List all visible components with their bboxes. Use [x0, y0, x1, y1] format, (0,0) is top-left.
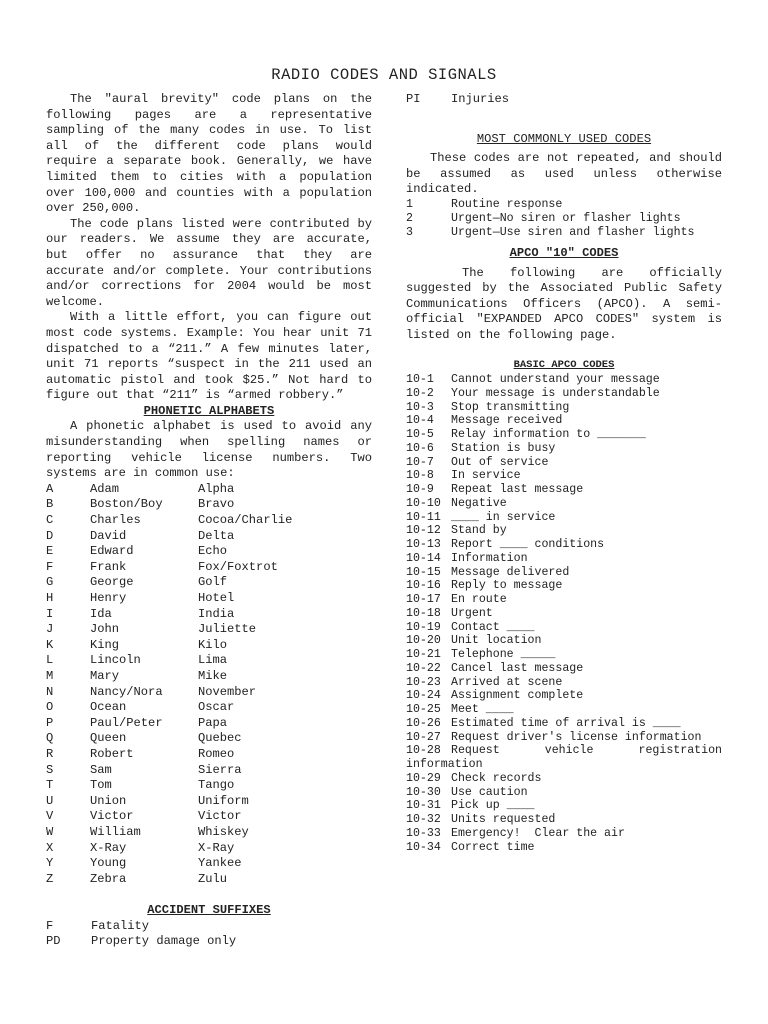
apco-row	[406, 731, 722, 745]
phonetic-letter: J	[46, 622, 54, 637]
apco-meaning: Message received	[451, 414, 563, 428]
phonetic-row	[46, 653, 372, 669]
phonetic-letter: S	[46, 762, 54, 777]
common-row	[406, 198, 722, 212]
apco-row	[406, 414, 722, 428]
phonetic-system-2: Victor	[198, 809, 242, 824]
phonetic-row	[46, 825, 372, 841]
apco-row	[406, 497, 722, 511]
apco-row	[406, 689, 722, 703]
accident-row	[46, 919, 372, 935]
apco-row	[406, 676, 722, 690]
apco-code: 10-18	[406, 606, 441, 620]
apco-code: 10-7	[406, 455, 434, 469]
apco-meaning: Check records	[451, 771, 542, 785]
phonetic-row	[46, 700, 372, 716]
phonetic-system-2: Uniform	[198, 793, 249, 808]
apco-heading: APCO "10" CODES	[509, 245, 619, 260]
phonetic-system-1: Young	[90, 856, 127, 871]
phonetic-system-2: X-Ray	[198, 840, 235, 855]
phonetic-letter: R	[46, 746, 54, 761]
phonetic-heading: PHONETIC ALPHABETS	[143, 403, 275, 418]
apco-meaning: Negative	[451, 496, 507, 510]
phonetic-letter: Q	[46, 731, 54, 746]
phonetic-system-1: Mary	[90, 668, 120, 683]
phonetic-system-1: Paul/Peter	[90, 715, 163, 730]
phonetic-system-1: Union	[90, 793, 127, 808]
phonetic-letter: T	[46, 778, 54, 793]
phonetic-letter: H	[46, 591, 54, 605]
apco-row	[406, 524, 722, 538]
phonetic-row	[46, 560, 372, 576]
phonetic-system-1: Robert	[90, 746, 134, 761]
apco-meaning: En route	[451, 593, 507, 607]
apco-row	[406, 841, 722, 855]
phonetic-system-2: Bravo	[198, 497, 235, 512]
apco-meaning: Use caution	[451, 785, 528, 799]
apco-code: 10-12	[406, 524, 441, 538]
apco-meaning: Request driver's license information	[451, 730, 702, 744]
apco-row	[406, 772, 722, 786]
apco-code: 10-32	[406, 813, 441, 827]
phonetic-letter: Z	[46, 871, 54, 886]
apco-row	[406, 566, 722, 580]
apco-code: 10-10	[406, 496, 441, 510]
apco-meaning: Meet ____	[451, 703, 514, 717]
phonetic-system-1: Queen	[90, 731, 127, 746]
phonetic-system-1: Frank	[90, 559, 127, 574]
apco-code: 10-22	[406, 661, 441, 675]
phonetic-row	[46, 669, 372, 685]
phonetic-row	[46, 809, 372, 825]
phonetic-system-2: India	[198, 606, 235, 621]
phonetic-row	[46, 841, 372, 857]
phonetic-system-2: Oscar	[198, 700, 235, 715]
phonetic-letter: C	[46, 513, 54, 528]
phonetic-system-2: Juliette	[198, 622, 257, 637]
intro-paragraph-2: The code plans listed were contributed by our readers. We assume they are accurate, but offer no assurance that they are accurate and/or complete. Your contributions and/or corrections for 2004 would be most welcome.	[46, 216, 372, 309]
common-heading: MOST COMMONLY USED CODES	[476, 131, 652, 146]
phonetic-system-1: Adam	[90, 481, 120, 496]
apco-code: 10-14	[406, 551, 441, 565]
phonetic-row	[46, 591, 372, 607]
left-column	[46, 92, 372, 950]
apco-meaning: In service	[451, 469, 521, 483]
apco-code: 10-17	[406, 593, 441, 607]
phonetic-letter: B	[46, 497, 54, 512]
apco-meaning: Out of service	[451, 455, 549, 469]
apco-code: 10-5	[406, 428, 434, 442]
phonetic-system-2: Lima	[198, 653, 228, 668]
apco-row	[406, 511, 722, 525]
apco-row	[406, 593, 722, 607]
common-meaning: Urgent—No siren or flasher lights	[451, 211, 681, 225]
apco-code: 10-26	[406, 716, 441, 730]
phonetic-system-2: Echo	[198, 544, 228, 559]
phonetic-letter: P	[46, 715, 54, 730]
phonetic-system-2: Zulu	[198, 871, 228, 886]
apco-meaning: Urgent	[451, 606, 493, 620]
apco-text: The following are officially suggested by the Associated Public Safety Communications Officers (APCO). A semi-official "EXPANDED APCO CODES" system is listed on the following page.	[406, 265, 722, 342]
phonetic-letter: V	[46, 809, 54, 824]
apco-table	[406, 373, 722, 854]
phonetic-system-2: Alpha	[198, 481, 235, 496]
apco-row	[406, 387, 722, 401]
apco-row	[406, 538, 722, 552]
phonetic-system-1: Nancy/Nora	[90, 684, 163, 699]
apco-meaning: Pick up ____	[451, 799, 535, 813]
phonetic-system-2: November	[198, 684, 257, 699]
apco-meaning: Estimated time of arrival is ____	[451, 716, 681, 730]
phonetic-table	[46, 482, 372, 887]
page-title: RADIO CODES AND SIGNALS	[271, 66, 497, 84]
common-text: These codes are not repeated, and should be assumed as used unless otherwise indicated.	[406, 151, 722, 197]
apco-meaning: Assignment complete	[451, 689, 584, 703]
phonetic-system-1: George	[90, 575, 134, 590]
common-meaning: Urgent—Use siren and flasher lights	[451, 225, 695, 239]
accident-table	[46, 919, 372, 950]
apco-meaning: Request vehicle registration information	[406, 744, 722, 772]
phonetic-system-1: Victor	[90, 809, 134, 824]
apco-meaning: Your message is understandable	[451, 386, 660, 400]
apco-code: 10-4	[406, 414, 434, 428]
phonetic-system-2: Hotel	[198, 591, 235, 605]
phonetic-letter: N	[46, 684, 54, 699]
phonetic-system-1: David	[90, 528, 127, 543]
phonetic-letter: Y	[46, 856, 54, 871]
accident-meaning: Fatality	[91, 918, 150, 933]
accident-code: F	[46, 918, 54, 933]
right-column	[406, 92, 722, 854]
apco-row	[406, 401, 722, 415]
phonetic-letter: W	[46, 824, 54, 839]
phonetic-system-1: X-Ray	[90, 840, 127, 855]
apco-meaning: Cancel last message	[451, 661, 584, 675]
apco-meaning: Station is busy	[451, 441, 556, 455]
apco-code: 10-8	[406, 469, 434, 483]
phonetic-text: A phonetic alphabet is used to avoid any misunderstanding when spelling names or reporting vehicle license numbers. Two systems are in common use:	[46, 419, 372, 481]
apco-meaning: Information	[451, 551, 528, 565]
phonetic-system-1: Tom	[90, 778, 112, 793]
phonetic-row	[46, 685, 372, 701]
phonetic-system-1: John	[90, 622, 120, 637]
phonetic-system-2: Yankee	[198, 856, 242, 871]
apco-code: 10-27	[406, 730, 441, 744]
apco-row	[406, 634, 722, 648]
apco-code: 10-1	[406, 373, 434, 387]
apco-code: 10-16	[406, 579, 441, 593]
apco-row	[406, 662, 722, 676]
phonetic-system-2: Whiskey	[198, 824, 249, 839]
phonetic-row	[46, 747, 372, 763]
phonetic-system-1: Edward	[90, 544, 134, 559]
common-code: 1	[406, 197, 413, 211]
apco-code: 10-33	[406, 826, 441, 840]
phonetic-system-2: Romeo	[198, 746, 235, 761]
apco-meaning: Message delivered	[451, 565, 570, 579]
common-meaning: Routine response	[451, 197, 563, 211]
apco-code: 10-21	[406, 648, 441, 662]
common-code: 3	[406, 225, 413, 239]
phonetic-letter: G	[46, 575, 54, 590]
apco-code: 10-11	[406, 510, 441, 524]
apco-row	[406, 621, 722, 635]
phonetic-letter: E	[46, 544, 54, 559]
phonetic-letter: U	[46, 793, 54, 808]
phonetic-system-1: Zebra	[90, 871, 127, 886]
phonetic-letter: K	[46, 637, 54, 652]
apco-code: 10-19	[406, 620, 441, 634]
phonetic-letter: A	[46, 481, 54, 496]
apco-row	[406, 483, 722, 497]
phonetic-system-1: Ocean	[90, 700, 127, 715]
apco-meaning: Contact ____	[451, 620, 535, 634]
phonetic-system-1: Sam	[90, 762, 112, 777]
phonetic-system-1: King	[90, 637, 120, 652]
accident-meaning: Property damage only	[91, 934, 237, 949]
phonetic-row	[46, 716, 372, 732]
apco-row	[406, 717, 722, 731]
phonetic-letter: F	[46, 559, 54, 574]
apco-code: 10-24	[406, 689, 441, 703]
phonetic-system-1: Charles	[90, 513, 141, 528]
phonetic-letter: M	[46, 668, 54, 683]
apco-row	[406, 428, 722, 442]
phonetic-system-2: Golf	[198, 575, 228, 590]
phonetic-row	[46, 544, 372, 560]
phonetic-system-1: Henry	[90, 591, 127, 605]
apco-row	[406, 799, 722, 813]
apco-meaning: Stand by	[451, 524, 507, 538]
common-row	[406, 226, 722, 240]
phonetic-row	[46, 794, 372, 810]
intro-paragraph-1: The "aural brevity" code plans on the following pages are a representative sampling of the many codes in use. To list all of the different code plans would require a separate book. Generally, we have limited them to cities with a population over 100,000 and counties with a population over 250,000.	[46, 92, 372, 216]
phonetic-system-2: Kilo	[198, 637, 228, 652]
apco-code: 10-31	[406, 799, 441, 813]
apco-meaning: Units requested	[451, 813, 556, 827]
phonetic-row	[46, 482, 372, 498]
intro-paragraph-3: With a little effort, you can figure out most code systems. Example: You hear unit 71 dispatched to a “211.” A few minutes later, unit 71 reports “suspect in the 211 used an automatic pistol and took $25.” Not hard to figure out that “211” is “armed robbery.”	[46, 310, 372, 403]
apco-meaning: Emergency! Clear the air	[451, 826, 625, 840]
phonetic-system-2: Tango	[198, 778, 235, 793]
apco-meaning: ____ in service	[451, 510, 556, 524]
apco-code: 10-13	[406, 538, 441, 552]
accident-heading: ACCIDENT SUFFIXES	[147, 903, 271, 918]
apco-row	[406, 744, 722, 772]
phonetic-system-1: Ida	[90, 606, 112, 621]
phonetic-system-2: Delta	[198, 528, 235, 543]
apco-row	[406, 469, 722, 483]
apco-row	[406, 607, 722, 621]
apco-row	[406, 786, 722, 800]
phonetic-row	[46, 607, 372, 623]
phonetic-letter: L	[46, 653, 54, 668]
apco-code: 10-30	[406, 785, 441, 799]
phonetic-row	[46, 731, 372, 747]
apco-meaning: Telephone _____	[451, 648, 556, 662]
phonetic-row	[46, 872, 372, 888]
phonetic-row	[46, 529, 372, 545]
accident-table-continued	[406, 92, 722, 108]
apco-code: 10-28	[406, 744, 441, 758]
phonetic-letter: I	[46, 606, 54, 621]
phonetic-row	[46, 513, 372, 529]
apco-meaning: Reply to message	[451, 579, 563, 593]
accident-code: PI	[406, 92, 421, 106]
phonetic-letter: D	[46, 528, 54, 543]
apco-meaning: Relay information to _______	[451, 428, 646, 442]
phonetic-row	[46, 856, 372, 872]
apco-code: 10-34	[406, 840, 441, 854]
apco-row	[406, 813, 722, 827]
common-table	[406, 198, 722, 240]
apco-meaning: Stop transmitting	[451, 400, 570, 414]
apco-meaning: Report ____ conditions	[451, 538, 605, 552]
phonetic-system-1: William	[90, 824, 141, 839]
phonetic-system-2: Sierra	[198, 762, 242, 777]
apco-code: 10-20	[406, 634, 441, 648]
apco-row	[406, 827, 722, 841]
apco-code: 10-3	[406, 400, 434, 414]
accident-meaning: Injuries	[451, 92, 510, 106]
phonetic-row	[46, 638, 372, 654]
apco-row	[406, 442, 722, 456]
apco-meaning: Unit location	[451, 634, 542, 648]
apco-meaning: Arrived at scene	[451, 675, 563, 689]
apco-meaning: Repeat last message	[451, 483, 584, 497]
apco-code: 10-15	[406, 565, 441, 579]
phonetic-letter: O	[46, 700, 54, 715]
phonetic-system-2: Cocoa/Charlie	[198, 513, 293, 528]
phonetic-system-2: Fox/Foxtrot	[198, 559, 278, 574]
phonetic-system-2: Papa	[198, 715, 228, 730]
apco-code: 10-2	[406, 386, 434, 400]
apco-row	[406, 552, 722, 566]
phonetic-system-1: Lincoln	[90, 653, 141, 668]
phonetic-row	[46, 497, 372, 513]
apco-row	[406, 373, 722, 387]
accident-row	[46, 934, 372, 950]
apco-row	[406, 456, 722, 470]
phonetic-row	[46, 763, 372, 779]
apco-code: 10-9	[406, 483, 434, 497]
apco-meaning: Correct time	[451, 840, 535, 854]
phonetic-system-1: Boston/Boy	[90, 497, 163, 512]
phonetic-system-2: Quebec	[198, 731, 242, 746]
phonetic-row	[46, 778, 372, 794]
apco-row	[406, 579, 722, 593]
apco-code: 10-25	[406, 703, 441, 717]
accident-code: PD	[46, 934, 61, 949]
apco-row	[406, 703, 722, 717]
apco-meaning: Cannot understand your message	[451, 373, 660, 387]
apco-code: 10-29	[406, 771, 441, 785]
accident-row	[406, 92, 722, 108]
phonetic-row	[46, 622, 372, 638]
basic-apco-heading: BASIC APCO CODES	[513, 358, 615, 371]
phonetic-system-2: Mike	[198, 668, 228, 683]
phonetic-row	[46, 575, 372, 591]
apco-row	[406, 648, 722, 662]
phonetic-letter: X	[46, 840, 54, 855]
apco-code: 10-6	[406, 441, 434, 455]
common-code: 2	[406, 211, 413, 225]
apco-code: 10-23	[406, 675, 441, 689]
common-row	[406, 212, 722, 226]
